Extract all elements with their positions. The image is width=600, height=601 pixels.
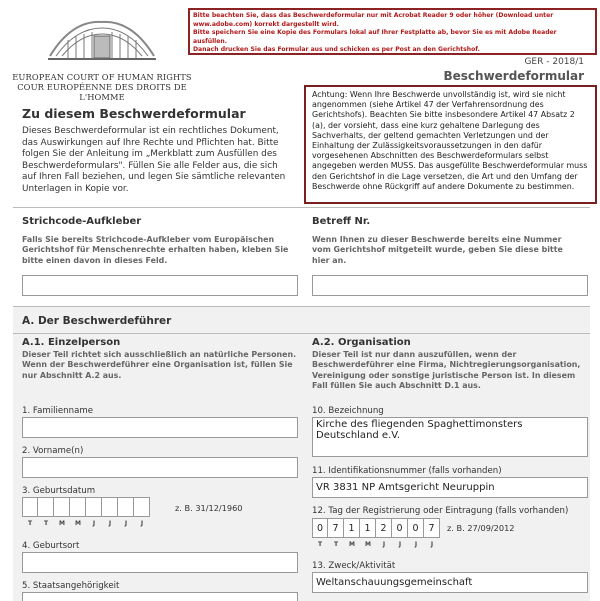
first-name-field[interactable]: [22, 457, 298, 478]
format-cap: T: [27, 520, 33, 527]
birth-date-field[interactable]: [22, 497, 150, 517]
birth-date-digit[interactable]: [22, 497, 38, 517]
organisation-help: Dieser Teil ist nur dann auszufüllen, wenn der Beschwerdeführer eine Firma, Nichtregierungsorganisation, Vereinigung oder sonstige juristische Person ist. In diesem Fall füllen Sie auch Abschnitt D.1 aus.: [312, 350, 581, 390]
format-cap: J: [92, 520, 96, 527]
first-name-label: 2. Vorname(n): [22, 446, 84, 456]
birth-date-digit[interactable]: [70, 497, 86, 517]
org-id-field[interactable]: [312, 477, 588, 498]
birth-date-digit[interactable]: [118, 497, 134, 517]
notice-line: Danach drucken Sie das Formular aus und schicken es per Post an den Gerichtshof.: [193, 46, 480, 54]
format-cap: T: [317, 541, 323, 548]
form-code: GER - 2018/1: [524, 57, 584, 67]
registration-date-digit[interactable]: 7: [328, 518, 344, 538]
birth-place-label: 4. Geburtsort: [22, 541, 80, 551]
registration-date-format-caps: [312, 541, 440, 548]
purpose-field[interactable]: [312, 572, 588, 593]
barcode-help: Falls Sie bereits Strichcode-Aufkleber vom Europäischen Gerichtshof für Menschenrechte erhalten haben, kleben Sie bitte einen davon in dieses Feld.: [22, 235, 289, 265]
purpose-value: Weltanschauungsgemeinschaft: [316, 577, 473, 588]
registration-date-digit[interactable]: 0: [312, 518, 328, 538]
org-name-value: Kirche des fliegenden Spaghettimonsters Deutschland e.V.: [316, 419, 523, 441]
notice-line: Bitte speichern Sie eine Kopie des Formulars lokal auf Ihrer Festplatte ab, bevor Sie es mit Adobe Reader ausfüllen.: [193, 29, 557, 45]
reference-heading: Betreff Nr.: [312, 216, 371, 227]
court-name-fr: COUR EUROPÉENNE DES DROITS DE L'HOMME: [17, 82, 187, 102]
notice-line: Bitte beachten Sie, dass das Beschwerdeformular nur mit Acrobat Reader 9 oder höher (Download unter: [193, 12, 554, 19]
format-cap: M: [349, 541, 355, 548]
purpose-label: 13. Zweck/Aktivität: [312, 561, 396, 571]
format-cap: J: [124, 520, 128, 527]
individual-heading: A.1. Einzelperson: [22, 337, 121, 348]
birth-date-format-caps: [22, 520, 150, 527]
nationality-label: 5. Staatsangehörigkeit: [22, 581, 120, 591]
birth-date-digit[interactable]: [86, 497, 102, 517]
form-title: Beschwerdeformular: [443, 69, 584, 83]
family-name-field[interactable]: [22, 417, 298, 438]
registration-date-example: z. B. 27/09/2012: [447, 523, 515, 533]
registration-date-digit[interactable]: 0: [408, 518, 424, 538]
divider: [13, 333, 590, 334]
divider: [13, 207, 590, 208]
format-cap: T: [333, 541, 339, 548]
birth-date-digit[interactable]: [38, 497, 54, 517]
org-id-label: 11. Identifikationsnummer (falls vorhanden): [312, 466, 502, 476]
nationality-field[interactable]: [22, 592, 298, 601]
birth-date-example: z. B. 31/12/1960: [175, 503, 243, 513]
format-cap: J: [108, 520, 112, 527]
format-cap: J: [398, 541, 402, 548]
format-cap: M: [365, 541, 371, 548]
reference-help: Wenn Ihnen zu dieser Beschwerde bereits eine Nummer vom Gerichtshof mitgeteilt wurde, geben Sie diese bitte hier an.: [312, 235, 563, 265]
notice-line: www.adobe.com) korrekt dargestellt wird.: [193, 20, 339, 28]
registration-date-label: 12. Tag der Registrierung oder Eintragung (falls vorhanden): [312, 506, 569, 516]
intro-text: Dieses Beschwerdeformular ist ein rechtliches Dokument, das Auswirkungen auf Ihre Rechte und Pflichten hat. Bitte folgen Sie der Anleitung im „Merkblatt zum Ausfüllen des Beschwerdeformulars". Füllen Sie alle Felder aus, die sich auf Ihren Fall beziehen, und legen Sie sämtliche relevanten Unterlagen in Kopie vor.: [22, 126, 286, 194]
birth-date-digit[interactable]: [54, 497, 70, 517]
registration-date-digit[interactable]: 1: [344, 518, 360, 538]
barcode-field[interactable]: [22, 275, 298, 296]
adobe-notice: [188, 8, 597, 55]
format-cap: J: [430, 541, 434, 548]
intro-title: Zu diesem Beschwerdeformular: [22, 106, 246, 121]
org-name-field[interactable]: [312, 417, 588, 457]
org-name-label: 10. Bezeichnung: [312, 406, 384, 416]
individual-help: Dieser Teil richtet sich ausschließlich an natürliche Personen. Wenn der Beschwerdeführer eine Organisation ist, füllen Sie nur Abschnitt A.2 aus.: [22, 350, 297, 380]
registration-date-digit[interactable]: 1: [360, 518, 376, 538]
warning-box: Achtung: Wenn Ihre Beschwerde unvollständig ist, wird sie nicht angenommen (siehe Artikel 47 der Verfahrensordnung des Gerichtshofs). Beachten Sie bitte insbesondere Artikel 47 Absatz 2 (a), der vorsieht, dass eine kurz gehaltene Darlegung des Sachverhalts, der geltend gemachten Verletzungen und der Einhaltung der Zulässigkeitsvoraussetzungen in den dafür vorgesehenen Abschnitten des Beschwerdeformulars selbst angegeben werden MUSS. Das ausgefüllte Beschwerdeformular muss den Gerichtshof in die Lage versetzen, die Art und den Umfang der Beschwerde ohne Rückgriff auf andere Dokumente zu bestimmen.: [304, 85, 597, 204]
format-cap: M: [75, 520, 81, 527]
format-cap: M: [59, 520, 65, 527]
reference-field[interactable]: [312, 275, 588, 296]
format-cap: J: [382, 541, 386, 548]
registration-date-digit[interactable]: 0: [392, 518, 408, 538]
birth-date-digit[interactable]: [102, 497, 118, 517]
section-a-title: A. Der Beschwerdeführer: [22, 315, 172, 327]
format-cap: J: [414, 541, 418, 548]
court-logo: [12, 14, 192, 102]
org-id-value: VR 3831 NP Amtsgericht Neuruppin: [316, 482, 495, 493]
format-cap: T: [43, 520, 49, 527]
registration-date-digit[interactable]: 2: [376, 518, 392, 538]
court-building-icon: [42, 16, 162, 66]
birth-place-field[interactable]: [22, 552, 298, 573]
organisation-heading: A.2. Organisation: [312, 337, 411, 348]
family-name-label: 1. Familienname: [22, 406, 93, 416]
birth-date-digit[interactable]: [134, 497, 150, 517]
registration-date-field[interactable]: [312, 518, 440, 538]
registration-date-digit[interactable]: 7: [424, 518, 440, 538]
court-name-en: EUROPEAN COURT OF HUMAN RIGHTS: [12, 72, 192, 82]
format-cap: J: [140, 520, 144, 527]
barcode-heading: Strichcode-Aufkleber: [22, 216, 142, 227]
birth-date-label: 3. Geburtsdatum: [22, 486, 96, 496]
